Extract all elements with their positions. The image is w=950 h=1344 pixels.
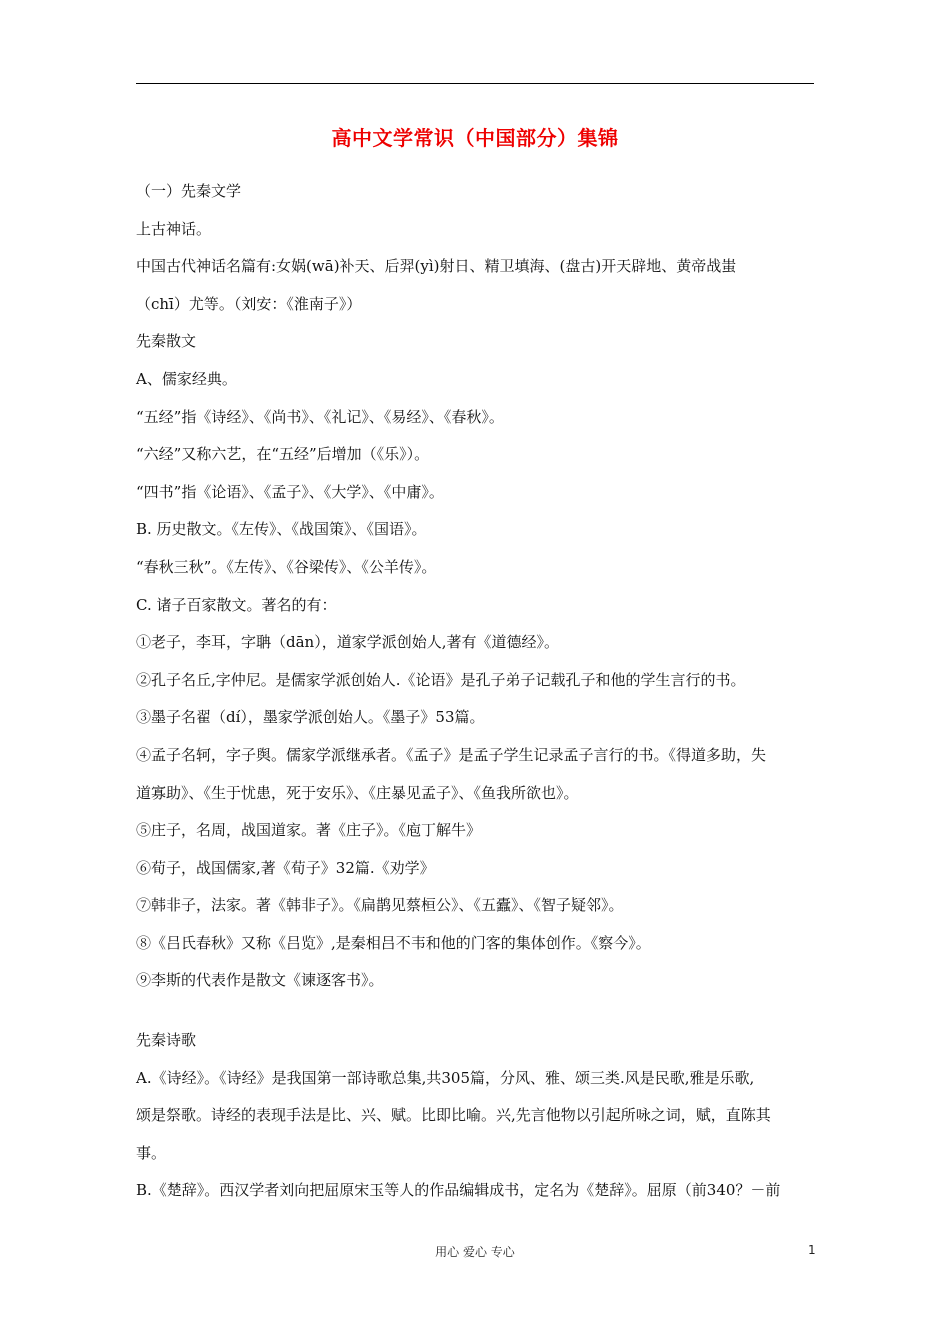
text-line: （一）先秦文学 <box>136 182 242 200</box>
text-line: C. 诸子百家散文。著名的有： <box>136 595 337 614</box>
text-line: ①老子，李耳，字聃（dān），道家学派创始人,著有《道德经》。 <box>136 633 559 652</box>
document-title: 高中文学常识（中国部分）集锦 <box>331 126 619 150</box>
text-line: A、儒家经典。 <box>136 369 237 388</box>
text-line: B.《楚辞》。西汉学者刘向把屈原宋玉等人的作品编辑成书，定名为《楚辞》。屈原（前340？－前 <box>136 1181 781 1200</box>
text-line: 颂是祭歌。诗经的表现手法是比、兴、赋。比即比喻。兴,先言他物以引起所咏之词，赋，直陈其 <box>136 1106 771 1125</box>
footer-motto: 用心 爱心 专心 <box>435 1245 515 1259</box>
text-line: 中国古代神话名篇有:女娲(wā)补天、后羿(yì)射日、精卫填海、(盘古)开天辟地、黄帝战蚩 <box>136 257 737 276</box>
text-line: ⑥荀子，战国儒家,著《荀子》32篇.《劝学》 <box>136 858 435 877</box>
document-body <box>136 173 816 1210</box>
text-line: ⑤庄子，名周，战国道家。著《庄子》。《庖丁解牛》 <box>136 821 482 840</box>
text-line: ⑦韩非子，法家。著《韩非子》。《扁鹊见蔡桓公》、《五蠹》、《智子疑邻》。 <box>136 896 624 915</box>
text-line: “春秋三秋”。《左传》、《谷梁传》、《公羊传》。 <box>136 557 437 576</box>
text-line: 事。 <box>136 1143 167 1162</box>
text-line <box>136 1000 816 1022</box>
text-line: （chī）尤等。（刘安：《淮南子》） <box>136 294 362 313</box>
text-line: ③墨子名翟（dí），墨家学派创始人。《墨子》53篇。 <box>136 708 485 727</box>
text-line: 先秦散文 <box>136 332 197 351</box>
text-line: ⑧《吕氏春秋》又称《吕览》,是秦相吕不韦和他的门客的集体创作。《察今》。 <box>136 933 651 952</box>
text-line: “六经”又称六艺，在“五经”后增加（《乐》）。 <box>136 445 430 464</box>
text-line: “四书”指《论语》、《孟子》、《大学》、《中庸》。 <box>136 482 444 501</box>
text-line: 先秦诗歌 <box>136 1031 197 1050</box>
text-line: 上古神话。 <box>136 219 212 238</box>
text-line: ⑨李斯的代表作是散文《谏逐客书》。 <box>136 971 384 990</box>
page-number: 1 <box>808 1243 816 1257</box>
text-line: 道寡助》、《生于忧患，死于安乐》、《庄暴见孟子》、《鱼我所欲也》。 <box>136 783 579 802</box>
text-line: “五经”指《诗经》、《尚书》、《礼记》、《易经》、《春秋》。 <box>136 407 504 426</box>
text-line: A.《诗经》。《诗经》是我国第一部诗歌总集,共305篇，分风、雅、颂三类.风是民歌,雅是乐歌, <box>136 1068 755 1087</box>
header-rule <box>136 83 814 84</box>
text-line: ④孟子名轲，字子舆。儒家学派继承者。《孟子》是孟子学生记录孟子言行的书。《得道多助，失 <box>136 745 767 764</box>
text-line: ②孔子名丘,字仲尼。是儒家学派创始人.《论语》是孔子弟子记载孔子和他的学生言行的书。 <box>136 670 746 689</box>
text-line: B. 历史散文。《左传》、《战国策》、《国语》。 <box>136 520 427 539</box>
